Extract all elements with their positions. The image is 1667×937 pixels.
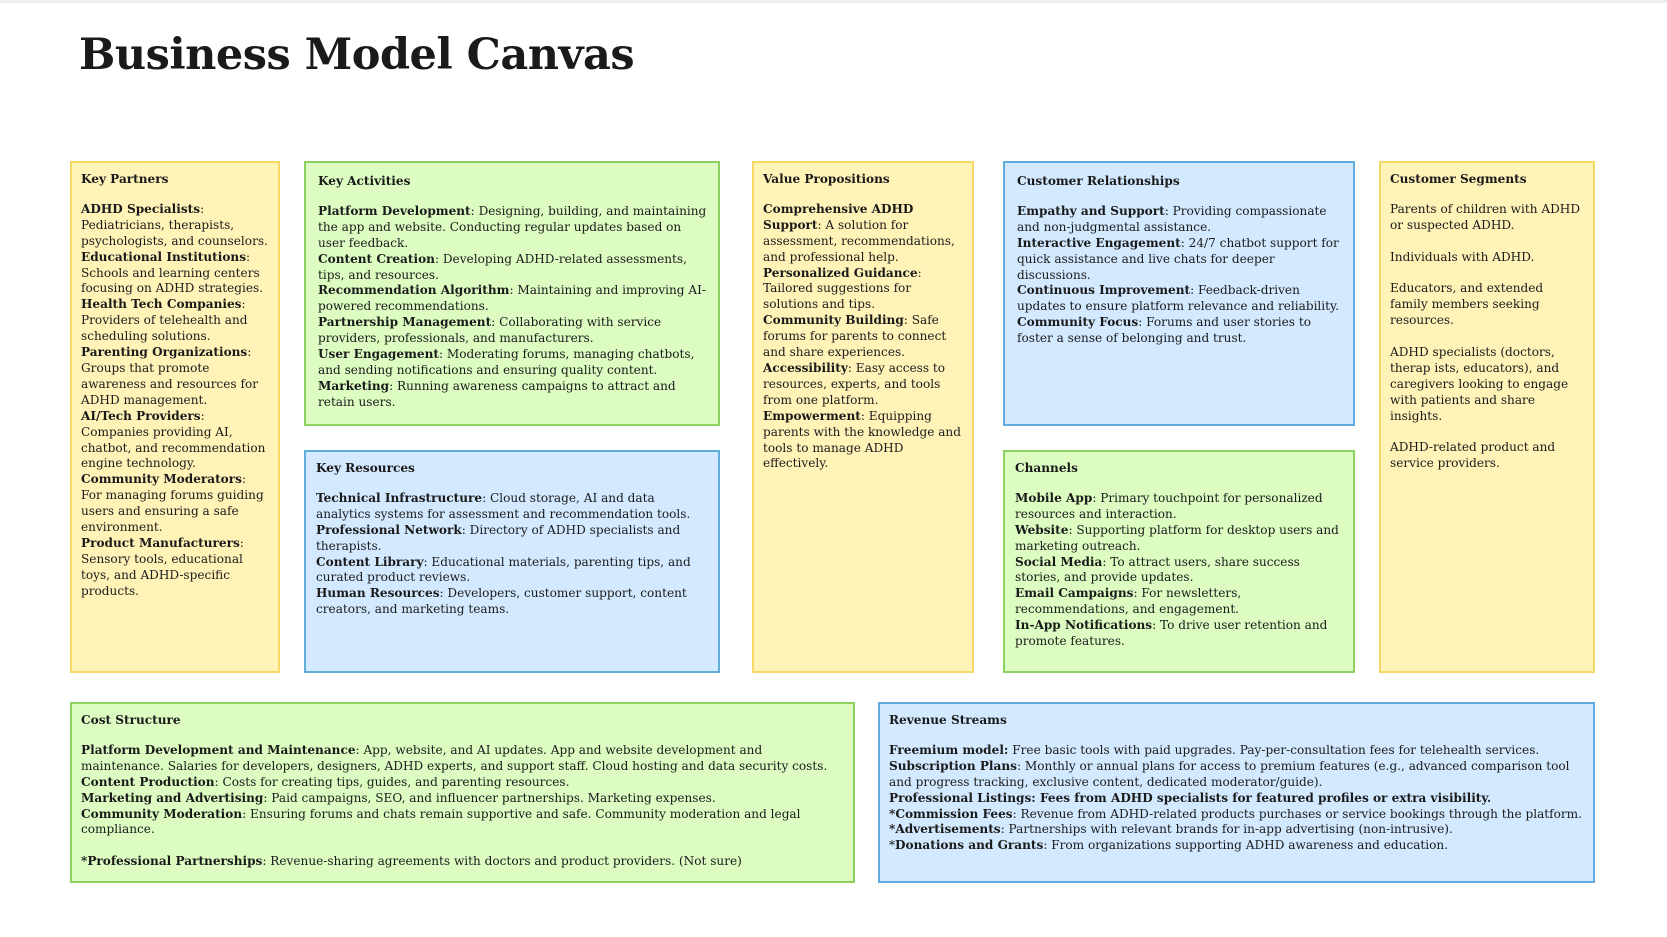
list-item: *Advertisements: Partnerships with relevant brands for in-app advertising (non-intrusive). [889,822,1453,837]
key-partners-box [70,161,280,673]
page-title: Business Model Canvas [79,30,635,80]
value-propositions-box [752,161,974,673]
list-item: Empowerment: Equipping parents with the knowledge and tools to manage ADHD effectively. [763,408,961,471]
list-item: Community Building: Safe forums for parents to connect and share experiences. [763,313,947,360]
channels-box [1003,450,1355,673]
list-item: Human Resources: Developers, customer support, content creators, and marketing teams. [316,586,687,617]
list-item: User Engagement: Moderating forums, managing chatbots, and sending notifications and ensuring quality content. [318,347,695,377]
list-item: ADHD specialists (doctors, therap ists, educators), and caregivers looking to engage with patients and share insights. [1390,345,1569,423]
list-item: Email Campaigns: For newsletters, recommendations, and engagement. [1015,586,1242,617]
list-item: ADHD-related product and service providers. [1390,440,1556,471]
revenue-streams-heading: Revenue Streams [889,713,1007,727]
cost-structure-list [81,743,844,838]
list-item: Continuous Improvement: Feedback-driven updates to ensure platform relevance and reliability. [1017,283,1340,314]
list-item: Community Focus: Forums and user stories to foster a sense of belonging and trust. [1017,315,1311,346]
customer-segments-heading: Customer Segments [1390,172,1527,186]
list-item: Freemium model: Free basic tools with paid upgrades. Pay-per-consultation fees for telehealth services. [889,742,1540,757]
key-activities-heading: Key Activities [318,174,411,188]
key-partners-list [81,202,269,600]
list-item: Professional Network: Directory of ADHD specialists and therapists. [316,522,681,553]
list-item: Community Moderators: For managing forums guiding users and ensuring a safe environment. [81,472,264,535]
customer-relationships-box [1003,161,1355,426]
channels-list [1015,491,1344,650]
channels-heading: Channels [1015,461,1078,475]
list-item: Accessibility: Easy access to resources, experts, and tools from one platform. [763,360,946,407]
list-item: Parents of children with ADHD or suspected ADHD. [1390,201,1581,232]
list-item: Marketing and Advertising: Paid campaigns, SEO, and influencer partnerships. Marketing expenses. [81,790,716,805]
list-item: Technical Infrastructure: Cloud storage, AI and data analytics systems for assessment and recommendation tools. [316,490,691,521]
list-item: Interactive Engagement: 24/7 chatbot support for quick assistance and live chats for deeper discussions. [1017,235,1339,282]
list-item: Partnership Management: Collaborating with service providers, professionals, and manufacturers. [318,315,662,346]
value-propositions-heading: Value Propositions [763,172,890,186]
key-resources-list [316,491,709,618]
key-resources-heading: Key Resources [316,461,415,475]
list-item: *Donations and Grants: From organizations supporting ADHD awareness and education. [889,838,1449,853]
list-item: Website: Supporting platform for desktop users and marketing outreach. [1015,522,1339,553]
list-item: AI/Tech Providers: Companies providing AI, chatbot, and recommendation engine technology. [81,408,266,471]
top-border [0,0,1667,3]
cost-structure-heading: Cost Structure [81,713,181,727]
list-item: Community Moderation: Ensuring forums and chats remain supportive and safe. Community moderation and legal compliance. [81,806,801,837]
key-partners-heading: Key Partners [81,172,169,186]
list-item: Professional Listings: Fees from ADHD specialists for featured profiles or extra visibility. [889,790,1492,805]
list-item: Platform Development and Maintenance: App, website, and AI updates. App and website development and maintenance. Salaries for developers, designers, ADHD experts, and support staff. Cloud hosting and data security costs. [81,742,828,773]
customer-segments-box [1379,161,1595,673]
list-item: Platform Development: Designing, building, and maintaining the app and website. Conducting regular updates based on user feedback. [318,203,707,250]
list-item: ADHD Specialists: Pediatricians, therapists, psychologists, and counselors. [81,201,268,248]
list-item: Marketing: Running awareness campaigns to attract and retain users. [318,378,676,409]
value-propositions-list [763,202,963,472]
list-item: In-App Notifications: To drive user retention and promote features. [1015,618,1328,649]
cost-structure-box [70,702,855,883]
list-item: Health Tech Companies: Providers of telehealth and scheduling solutions. [81,297,248,344]
customer-relationships-list [1017,204,1344,347]
customer-segments-list [1390,202,1584,472]
list-item: Recommendation Algorithm: Maintaining and improving AI-powered recommendations. [318,283,706,314]
list-item: Educational Institutions: Schools and learning centers focusing on ADHD strategies. [81,249,264,296]
list-item: Educators, and extended family members seeking resources. [1390,281,1544,328]
customer-relationships-heading: Customer Relationships [1017,174,1180,188]
cost-structure-footer: *Professional Partnerships: Revenue-sharing agreements with doctors and product providers. (Not sure) [81,854,742,869]
list-item: Parenting Organizations: Groups that promote awareness and resources for ADHD management. [81,345,259,407]
list-item: *Commission Fees: Revenue from ADHD-related products purchases or service bookings through the platform. [889,806,1582,821]
revenue-streams-box [878,702,1595,883]
list-item: Mobile App: Primary touchpoint for personalized resources and interaction. [1015,490,1323,521]
key-activities-box [304,161,720,426]
list-item: Content Library: Educational materials, parenting tips, and curated product reviews. [316,554,691,585]
list-item: Comprehensive ADHD Support: A solution for assessment, recommendations, and professional help. [763,201,955,264]
list-item: Individuals with ADHD. [1390,249,1535,264]
list-item: Content Creation: Developing ADHD-related assessments, tips, and resources. [318,251,687,282]
list-item: Personalized Guidance: Tailored suggestions for solutions and tips. [763,265,922,312]
key-activities-list [318,204,709,411]
key-resources-box [304,450,720,673]
list-item: Empathy and Support: Providing compassionate and non-judgmental assistance. [1017,203,1327,234]
list-item: Content Production: Costs for creating tips, guides, and parenting resources. [81,774,570,789]
list-item: Subscription Plans: Monthly or annual plans for access to premium features (e.g., advanced comparison tool and progress tracking, exclusive content, dedicated moderator/guide). [889,758,1570,789]
revenue-streams-list [889,743,1584,854]
list-item: Social Media: To attract users, share success stories, and provide updates. [1015,554,1300,585]
list-item: Product Manufacturers: Sensory tools, educational toys, and ADHD-specific products. [81,535,244,598]
